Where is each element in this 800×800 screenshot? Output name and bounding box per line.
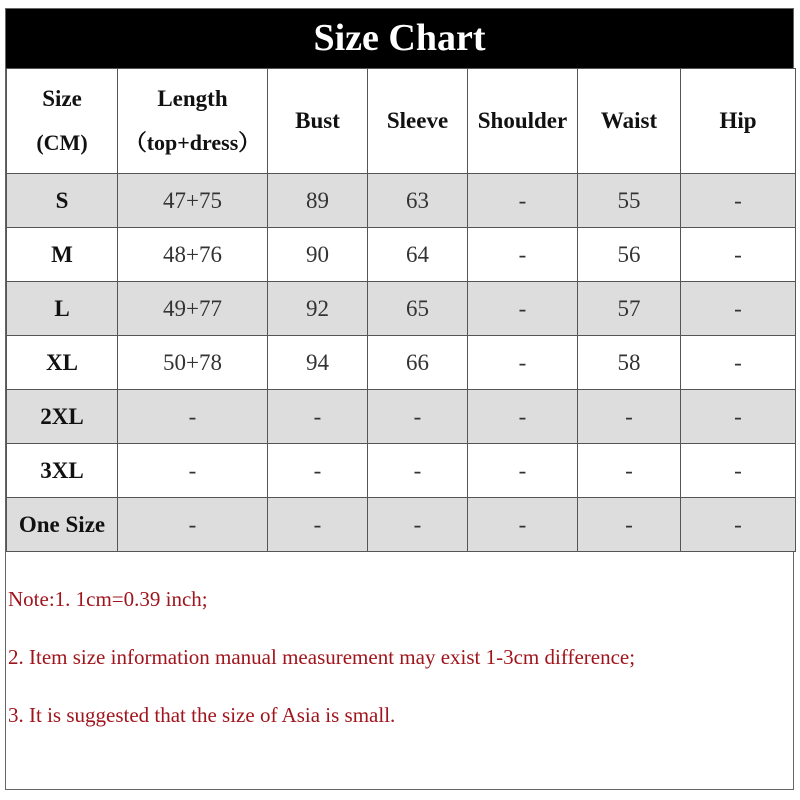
size-cell: XL [7,336,118,390]
hip-cell: - [681,444,796,498]
length-cell: 47+75 [118,174,268,228]
header-length-label: Length [157,86,228,111]
sleeve-cell: 64 [368,228,468,282]
sleeve-cell: - [368,390,468,444]
size-cell: 2XL [7,390,118,444]
sleeve-cell: 66 [368,336,468,390]
table-row [7,444,796,498]
bust-cell: 89 [268,174,368,228]
shoulder-cell: - [468,282,578,336]
waist-cell: 56 [578,228,681,282]
table-row [7,228,796,282]
size-cell: M [7,228,118,282]
size-cell: One Size [7,498,118,552]
header-row [7,69,796,174]
table-row [7,174,796,228]
header-length [118,69,268,174]
shoulder-cell: - [468,174,578,228]
table-row [7,282,796,336]
header-size [7,69,118,174]
sleeve-cell: 63 [368,174,468,228]
bust-cell: - [268,444,368,498]
note-1: Note:1. 1cm=0.39 inch; [8,587,208,611]
shoulder-cell: - [468,444,578,498]
length-cell: - [118,444,268,498]
bust-cell: - [268,390,368,444]
waist-cell: - [578,498,681,552]
bust-cell: - [268,498,368,552]
header-length-note: （top+dress） [124,130,261,155]
chart-title: Size Chart [6,9,793,68]
length-cell: 49+77 [118,282,268,336]
sleeve-cell: 65 [368,282,468,336]
waist-cell: 55 [578,174,681,228]
bust-cell: 94 [268,336,368,390]
hip-cell: - [681,498,796,552]
waist-cell: 58 [578,336,681,390]
length-cell: - [118,498,268,552]
sleeve-cell: - [368,444,468,498]
hip-cell: - [681,390,796,444]
header-bust: Bust [268,69,368,174]
table-row [7,336,796,390]
note-3: 3. It is suggested that the size of Asia is small. [8,703,396,727]
header-waist: Waist [578,69,681,174]
header-hip: Hip [681,69,796,174]
shoulder-cell: - [468,336,578,390]
table-row [7,498,796,552]
hip-cell: - [681,174,796,228]
waist-cell: - [578,390,681,444]
bust-cell: 92 [268,282,368,336]
note-2: 2. Item size information manual measurement may exist 1-3cm difference; [8,645,636,669]
shoulder-cell: - [468,228,578,282]
size-chart-frame [5,8,794,790]
shoulder-cell: - [468,390,578,444]
size-cell: 3XL [7,444,118,498]
length-cell: 50+78 [118,336,268,390]
hip-cell: - [681,282,796,336]
header-shoulder: Shoulder [468,69,578,174]
waist-cell: 57 [578,282,681,336]
header-size-label: Size [42,86,82,111]
length-cell: - [118,390,268,444]
bust-cell: 90 [268,228,368,282]
size-table [6,68,796,552]
shoulder-cell: - [468,498,578,552]
table-row [7,390,796,444]
hip-cell: - [681,336,796,390]
header-size-unit: (CM) [36,130,88,155]
waist-cell: - [578,444,681,498]
hip-cell: - [681,228,796,282]
sleeve-cell: - [368,498,468,552]
length-cell: 48+76 [118,228,268,282]
size-cell: L [7,282,118,336]
size-cell: S [7,174,118,228]
header-sleeve: Sleeve [368,69,468,174]
